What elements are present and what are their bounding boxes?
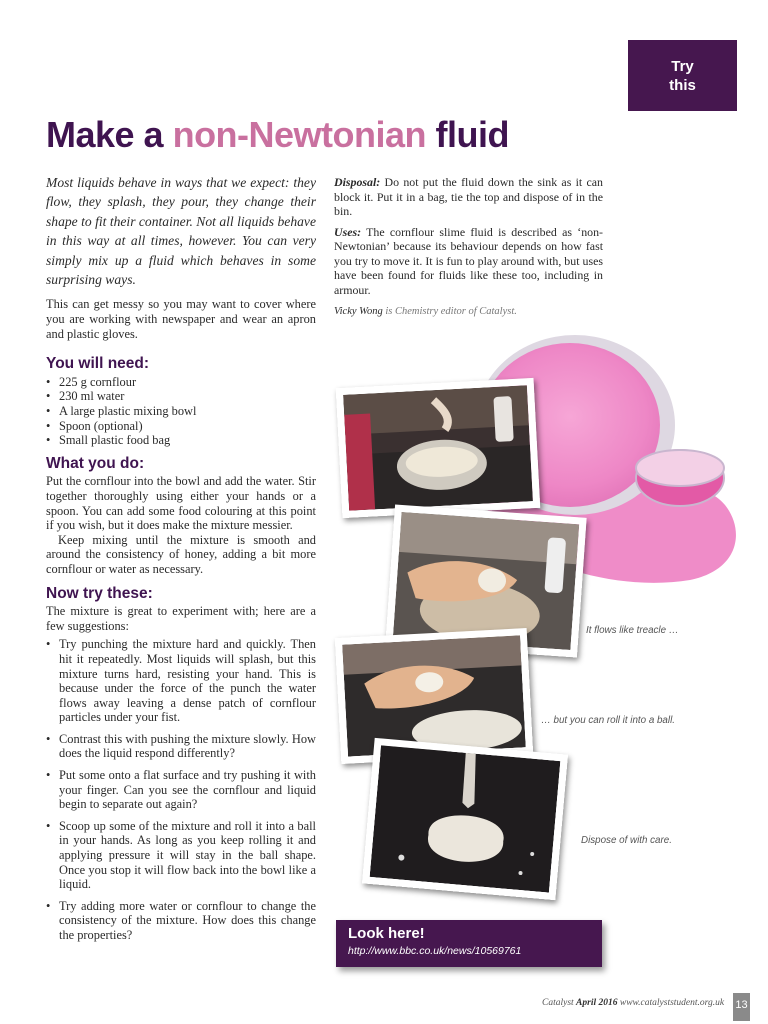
photo-bag-disposal-image: [370, 745, 561, 892]
try-lead: The mixture is great to experiment with; here are a few suggestions:: [46, 604, 316, 633]
need-list: [46, 375, 316, 448]
photo-bowl-mixing: [336, 378, 541, 518]
caption-dispose: Dispose of with care.: [581, 835, 672, 846]
need-heading: You will need:: [46, 355, 150, 373]
author-credit: [334, 305, 603, 320]
title-highlight: non-Newtonian: [172, 114, 427, 155]
tag-line2: this: [669, 76, 696, 94]
list-item: • Small plastic food bag: [46, 433, 316, 448]
mess-note: This can get messy so you may want to cover where you are working with newspaper and wear an apron and plastic gloves.: [46, 297, 316, 341]
author-name: Vicky Wong: [334, 306, 383, 317]
footer-magazine: Catalyst: [542, 998, 574, 1008]
tag-line1: Try: [671, 57, 694, 75]
caption-flows: It flows like treacle …: [586, 625, 679, 636]
right-column: [334, 175, 603, 320]
suggestions-list: [46, 637, 316, 942]
caption-roll: … but you can roll it into a ball.: [541, 715, 675, 726]
list-item: • Spoon (optional): [46, 419, 316, 434]
try-heading: Now try these:: [46, 584, 153, 602]
do-heading: What you do:: [46, 454, 145, 472]
left-column: [46, 173, 316, 950]
title-part2: fluid: [426, 114, 510, 155]
photo-bowl-mixing-image: [343, 385, 533, 510]
photo-bag-disposal: [362, 738, 568, 900]
list-item: • Try adding more water or cornflour to change the consistency of the mixture. How does this change the properties?: [46, 899, 316, 943]
look-here-link[interactable]: http://www.bbc.co.uk/news/10569761: [348, 945, 522, 957]
list-item: • 230 ml water: [46, 389, 316, 404]
list-item: • Scoop up some of the mixture and roll it into a ball in your hands. As long as you keep rolling it and applying pressure it will stay in the ball shape. Once you stop it will flow back into the bowl like a liquid.: [46, 819, 316, 892]
list-item: • 225 g cornflour: [46, 375, 316, 390]
page-number: 13: [733, 993, 750, 1021]
disposal-paragraph: [334, 175, 603, 219]
page-footer: [542, 998, 724, 1008]
photo-rolled-ball-image: [342, 635, 526, 756]
uses-label: Uses:: [334, 224, 362, 239]
look-here-title: Look here!: [348, 925, 425, 942]
intro-text: Most liquids behave in ways that we expect: they flow, they splash, they pour, they change their shape to fit their container. Not all liquids behave in this way at all times, however. You can very simply mix up a fluid which behaves in some surprising ways.: [46, 175, 316, 288]
do-paragraph-1: Put the cornflour into the bowl and add the water. Stir together thoroughly using either your hands or a spoon. You can add some food colouring at this point if you wish, but it does make the mixture messier.: [46, 474, 316, 533]
look-here-box: [336, 920, 602, 967]
page-title: [46, 114, 509, 156]
list-item: • A large plastic mixing bowl: [46, 404, 316, 419]
uses-text: The cornflour slime fluid is described as ‘non-Newtonian’ because its behaviour depends on how fast you try to move it. It is fun to play around with, but uses have been found for fluids like these too, including in armour.: [334, 224, 604, 297]
author-role: is Chemistry editor of Catalyst.: [385, 306, 517, 317]
uses-paragraph: [334, 225, 603, 298]
disposal-text: Do not put the fluid down the sink as it can block it. Put it in a bag, tie the top and dispose of in the bin.: [334, 175, 603, 218]
footer-date: April 2016: [576, 998, 618, 1008]
try-this-tag: [628, 40, 737, 111]
disposal-label: Disposal:: [334, 175, 381, 189]
list-item: • Put some onto a flat surface and try pushing it with your finger. Can you see the cornflour and liquid begin to separate out again?: [46, 768, 316, 812]
list-item: • Contrast this with pushing the mixture slowly. How does the liquid respond differently?: [46, 732, 316, 761]
list-item: • Try punching the mixture hard and quickly. Then hit it repeatedly. Most liquids will splash, but this mixture turns hard, resisting your hand. This is because under the force of the punch the water flows away leaving a dense patch of cornflour particles under your fist.: [46, 637, 316, 725]
footer-website[interactable]: www.catalyststudent.org.uk: [619, 998, 725, 1008]
do-paragraph-2: Keep mixing until the mixture is smooth and around the consistency of honey, adding a bit more cornflour or water as necessary.: [46, 532, 316, 576]
title-part1: Make a: [46, 114, 173, 155]
